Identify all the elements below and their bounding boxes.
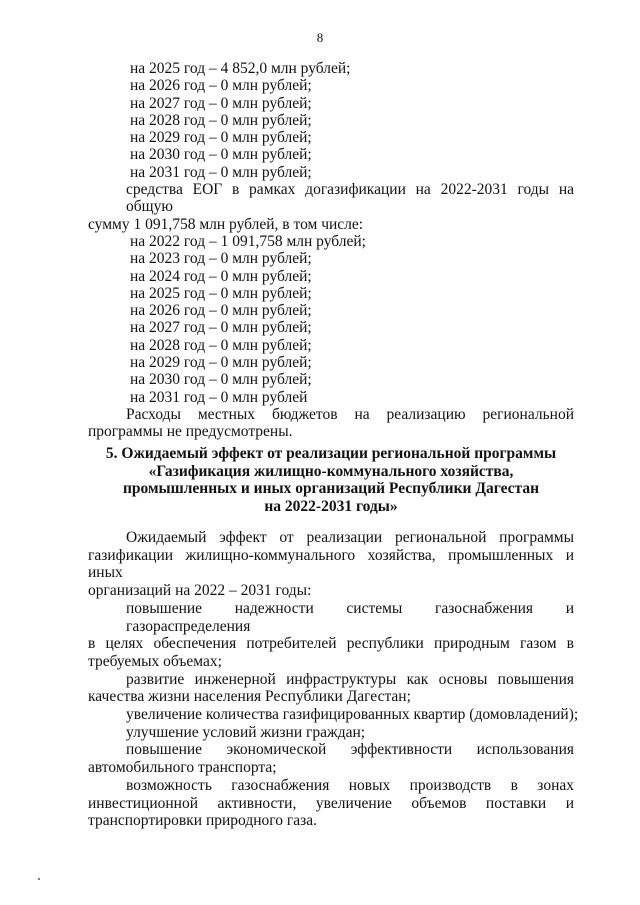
effect-line: транспортировки природного газа. <box>88 812 317 830</box>
list-item: на 2026 год – 0 млн рублей; <box>130 77 312 95</box>
list-item: на 2029 год – 0 млн рублей; <box>130 354 312 372</box>
section-heading <box>88 445 574 515</box>
list-item: на 2026 год – 0 млн рублей; <box>130 302 312 320</box>
list-item: на 2028 год – 0 млн рублей; <box>130 111 312 129</box>
page-number: 8 <box>316 30 324 45</box>
eog-paragraph-line: сумму 1 091,758 млн рублей, в том числе: <box>88 215 364 233</box>
heading-line: промышленных и иных организаций Республики Дагестан <box>122 480 540 497</box>
effect-line: возможность газоснабжения новых производств в зонах <box>126 776 574 794</box>
heading-line: «Газификация жилищно-коммунального хозяйства, <box>148 462 514 480</box>
effect-line: увеличение количества газифицированных квартир (домовладений); <box>126 706 579 724</box>
list-item: на 2030 год – 0 млн рублей; <box>130 371 312 389</box>
intro-line: газификации жилищно-коммунального хозяйства, промышленных и иных <box>88 546 574 582</box>
heading-line: 5. Ожидаемый эффект от реализации региональной программы <box>105 445 557 462</box>
list-item: на 2022 год – 1 091,758 млн рублей; <box>130 232 366 250</box>
list-item: на 2031 год – 0 млн рублей <box>130 388 308 406</box>
heading-line: на 2022-2031 годы» <box>264 497 398 515</box>
effect-line: развитие инженерной инфраструктуры как основы повышения <box>126 670 574 688</box>
list-item: на 2029 год – 0 млн рублей; <box>130 129 312 147</box>
list-item: на 2030 год – 0 млн рублей; <box>130 146 312 164</box>
list-item: на 2025 год – 4 852,0 млн рублей; <box>130 60 351 77</box>
effect-line: в целях обеспечения потребителей республики природным газом в <box>88 635 574 653</box>
list-item: на 2024 год – 0 млн рублей; <box>130 267 312 285</box>
scan-speck <box>38 878 40 880</box>
eog-paragraph-line: средства ЕОГ в рамках догазификации на 2022-2031 годы на общую <box>126 181 574 216</box>
intro-line: Ожидаемый эффект от реализации региональной программы <box>126 529 574 546</box>
list-item: на 2025 год – 0 млн рублей; <box>130 284 312 302</box>
effect-line: улучшение условий жизни граждан; <box>126 723 366 741</box>
list-item: на 2028 год – 0 млн рублей; <box>130 336 312 354</box>
list-item: на 2023 год – 0 млн рублей; <box>130 250 312 268</box>
effect-line: качества жизни населения Республики Дагестан; <box>88 688 411 706</box>
effect-line: автомобильного транспорта; <box>88 759 277 777</box>
list-item: на 2031 год – 0 млн рублей; <box>130 163 312 181</box>
local-budget-line: программы не предусмотрены. <box>88 423 293 441</box>
funding-section <box>88 60 574 441</box>
local-budget-line: Расходы местных бюджетов на реализацию региональной <box>126 405 574 423</box>
list-item: на 2027 год – 0 млн рублей; <box>130 94 312 112</box>
effect-line: инвестиционной активности, увеличение объемов поставки и <box>88 794 574 812</box>
intro-line: организаций на 2022 – 2031 годы: <box>88 582 312 600</box>
list-item: на 2027 год – 0 млн рублей; <box>130 319 312 337</box>
expected-effect-section <box>88 529 579 830</box>
effect-line: повышение экономической эффективности использования <box>126 741 574 759</box>
effect-line: повышение надежности системы газоснабжения и газораспределения <box>126 599 574 635</box>
effect-line: требуемых объемах; <box>88 652 222 670</box>
